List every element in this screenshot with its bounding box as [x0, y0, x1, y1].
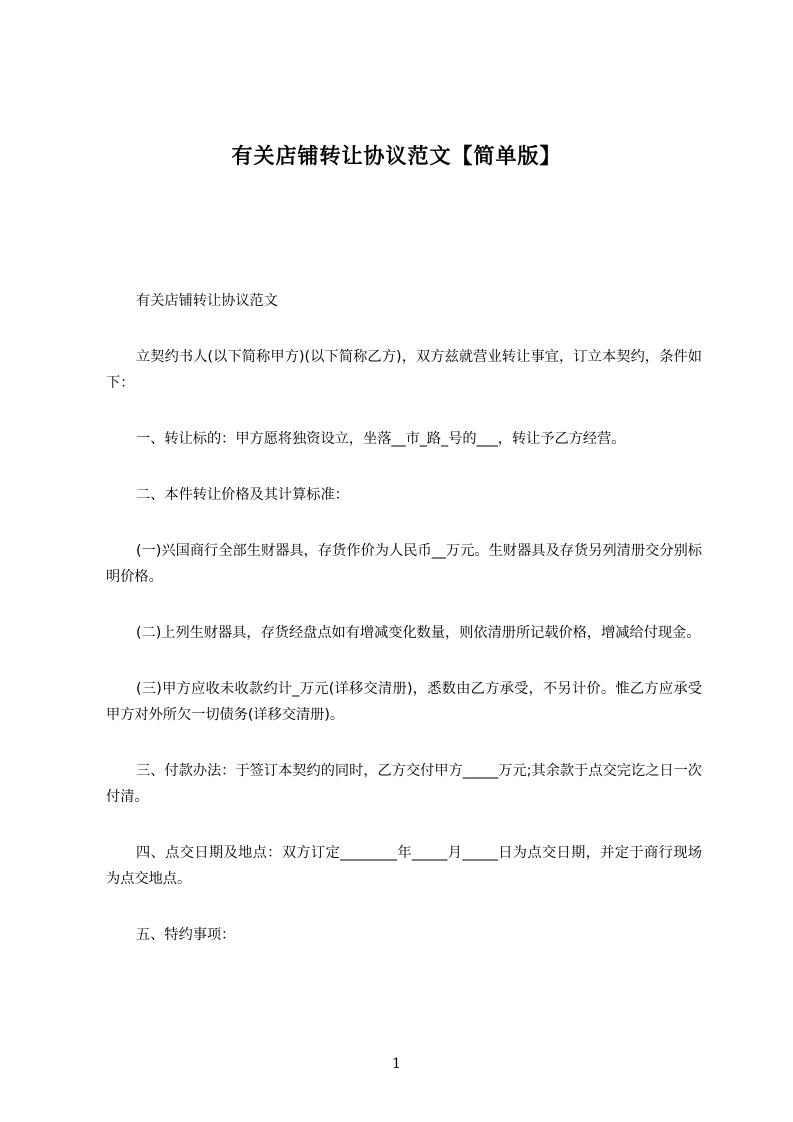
document-body [106, 288, 702, 978]
document-title: 有关店铺转让协议范文【简单版】 [231, 144, 562, 168]
paragraph-parties: 立契约书人(以下简称甲方)(以下简称乙方)，双方兹就营业转让事宜，订立本契约，条件如下： [106, 349, 702, 391]
paragraph-clause-2: 二、本件转让价格及其计算标准： [136, 487, 349, 503]
paragraph-clause-2-1: (一)兴国商行全部生财器具，存货作价为人民币__万元。生财器具及存货另列清册交分别标明价格。 [106, 543, 702, 585]
paragraph-clause-2-3: (三)甲方应收未收款约计_万元(详移交清册)，悉数由乙方承受，不另计价。惟乙方应承受甲方对外所欠一切债务(详移交清册)。 [106, 681, 702, 723]
paragraph-clause-3: 三、付款办法：于签订本契约的同时，乙方交付甲方_____万元;其余款于点交完讫之日一次付清。 [106, 763, 702, 805]
paragraph-heading: 有关店铺转让协议范文 [136, 293, 278, 309]
page-number: 1 [392, 1056, 401, 1072]
paragraph-clause-5: 五、特约事项： [136, 927, 236, 943]
paragraph-clause-4: 四、点交日期及地点：双方订定________年_____月_____日为点交日期，并定于商行现场为点交地点。 [106, 845, 702, 887]
paragraph-clause-2-2: (二)上列生财器具，存货经盘点如有增减变化数量，则依清册所记载价格，增减给付现金。 [136, 625, 701, 641]
paragraph-clause-1: 一、转让标的：甲方愿将独资设立，坐落__市_路_号的___，转让予乙方经营。 [136, 431, 626, 447]
